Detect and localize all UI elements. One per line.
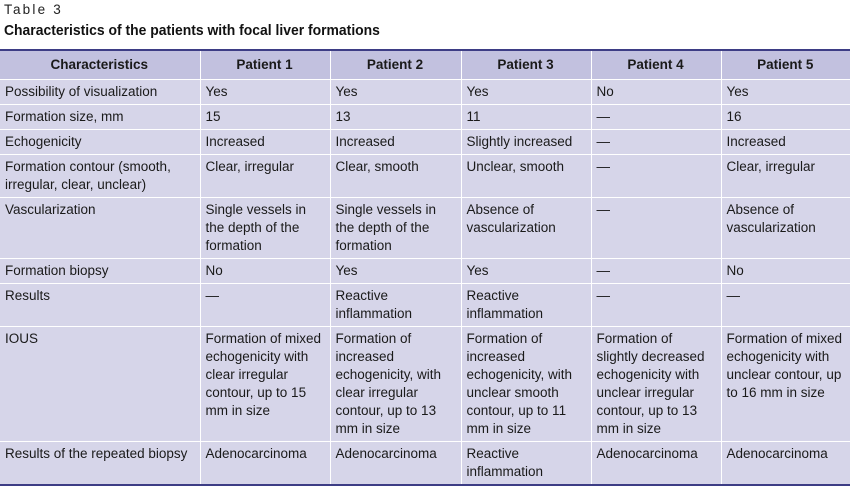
row-label: Vascularization	[0, 198, 200, 259]
table-cell: Reactive inflammation	[330, 284, 461, 327]
table-cell: No	[721, 259, 850, 284]
table-cell: Increased	[330, 130, 461, 155]
table-cell: 13	[330, 105, 461, 130]
table-cell: —	[591, 155, 721, 198]
row-label: Formation size, mm	[0, 105, 200, 130]
table-row-results	[0, 284, 850, 327]
table-row-visualization	[0, 80, 850, 105]
table-title: Characteristics of the patients with focal liver formations	[4, 23, 380, 39]
header-patient-4: Patient 4	[591, 51, 721, 80]
table-cell: Formation of mixed echogenicity with unclear contour, up to 16 mm in size	[721, 327, 850, 442]
table-label: Table 3	[4, 2, 63, 17]
row-label: Results	[0, 284, 200, 327]
table-cell: Formation of increased echogenicity, with unclear smooth contour, up to 11 mm in size	[461, 327, 591, 442]
table-cell: —	[591, 259, 721, 284]
table-cell: Clear, irregular	[721, 155, 850, 198]
header-patient-5: Patient 5	[721, 51, 850, 80]
table-cell: No	[200, 259, 330, 284]
table-cell: Absence of vascularization	[461, 198, 591, 259]
patients-table	[0, 51, 850, 484]
table-cell: Unclear, smooth	[461, 155, 591, 198]
table-cell: —	[591, 130, 721, 155]
header-row	[0, 51, 850, 80]
table-cell: Yes	[461, 259, 591, 284]
table-cell: —	[200, 284, 330, 327]
table-cell: Yes	[330, 259, 461, 284]
table-cell: Yes	[461, 80, 591, 105]
table-cell: Reactive inflammation	[461, 442, 591, 485]
row-label: Formation contour (smooth, irregular, clear, unclear)	[0, 155, 200, 198]
table-container	[0, 49, 850, 486]
table-cell: Yes	[721, 80, 850, 105]
table-cell: Adenocarcinoma	[591, 442, 721, 485]
table-cell: Adenocarcinoma	[200, 442, 330, 485]
table-cell: —	[591, 105, 721, 130]
row-label: Formation biopsy	[0, 259, 200, 284]
table-cell: —	[721, 284, 850, 327]
row-label: IOUS	[0, 327, 200, 442]
table-cell: Increased	[200, 130, 330, 155]
table-cell: —	[591, 284, 721, 327]
table-row-formation-size	[0, 105, 850, 130]
table-cell: Slightly increased	[461, 130, 591, 155]
table-cell: Formation of mixed echogenicity with clear irregular contour, up to 15 mm in size	[200, 327, 330, 442]
table-cell: Single vessels in the depth of the formation	[330, 198, 461, 259]
table-cell: 15	[200, 105, 330, 130]
table-cell: Formation of slightly decreased echogenicity with unclear irregular contour, up to 13 mm in size	[591, 327, 721, 442]
table-cell: Clear, irregular	[200, 155, 330, 198]
table-cell: Reactive inflammation	[461, 284, 591, 327]
table-cell: Adenocarcinoma	[721, 442, 850, 485]
table-cell: Increased	[721, 130, 850, 155]
table-cell: Single vessels in the depth of the formation	[200, 198, 330, 259]
table-row-echogenicity	[0, 130, 850, 155]
table-cell: Absence of vascularization	[721, 198, 850, 259]
table-row-formation-contour	[0, 155, 850, 198]
table-cell: Adenocarcinoma	[330, 442, 461, 485]
table-cell: 16	[721, 105, 850, 130]
table-cell: No	[591, 80, 721, 105]
table-row-ious	[0, 327, 850, 442]
table-cell: Yes	[330, 80, 461, 105]
header-patient-1: Patient 1	[200, 51, 330, 80]
header-characteristics: Characteristics	[0, 51, 200, 80]
table-cell: 11	[461, 105, 591, 130]
row-label: Possibility of visualization	[0, 80, 200, 105]
table-row-repeated-biopsy	[0, 442, 850, 485]
row-label: Echogenicity	[0, 130, 200, 155]
table-row-vascularization	[0, 198, 850, 259]
table-cell: Clear, smooth	[330, 155, 461, 198]
table-row-formation-biopsy	[0, 259, 850, 284]
header-patient-3: Patient 3	[461, 51, 591, 80]
header-patient-2: Patient 2	[330, 51, 461, 80]
row-label: Results of the repeated biopsy	[0, 442, 200, 485]
table-cell: —	[591, 198, 721, 259]
table-cell: Yes	[200, 80, 330, 105]
table-cell: Formation of increased echogenicity, with clear irregular contour, up to 13 mm in size	[330, 327, 461, 442]
